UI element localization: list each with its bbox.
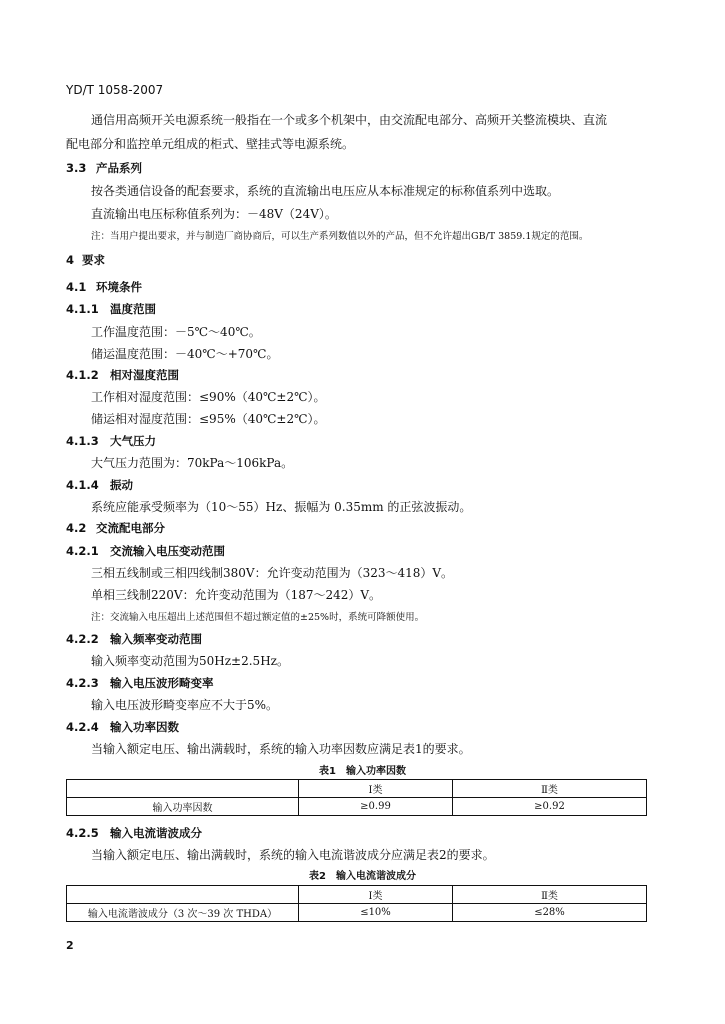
paragraph: 三相五线制或三相四线制380V：允许变动范围为（323～418）V。 — [91, 566, 454, 580]
table-header-row — [67, 886, 647, 904]
intro-line-1: 通信用高频开关电源系统一般指在一个或多个机架中，由交流配电部分、高频开关整流模块、直流 — [91, 113, 608, 127]
section-number: 4.2.5 — [66, 826, 99, 840]
table-cell: 输入功率因数 — [67, 798, 299, 816]
section-title: 输入电压波形畸变率 — [110, 676, 214, 690]
section-heading — [66, 675, 214, 691]
paragraph: 储运温度范围：－40℃～+70℃。 — [91, 347, 279, 361]
paragraph: 按各类通信设备的配套要求，系统的直流输出电压应从本标准规定的标称值系列中选取。 — [91, 184, 560, 198]
section-title: 交流输入电压变动范围 — [110, 544, 225, 558]
table-header-cell — [67, 886, 299, 904]
section-heading — [66, 433, 156, 449]
section-heading — [66, 543, 225, 559]
section-title: 输入频率变动范围 — [110, 632, 202, 646]
page-number: 2 — [66, 939, 74, 952]
section-heading — [66, 279, 142, 295]
section-heading — [66, 825, 202, 841]
table-cell: ≤10% — [299, 904, 453, 922]
table-header-row — [67, 780, 647, 798]
paragraph: 输入电压波形畸变率应不大于5%。 — [91, 698, 279, 712]
section-title: 振动 — [110, 478, 133, 492]
section-title: 大气压力 — [110, 434, 156, 448]
section-title: 温度范围 — [110, 302, 156, 316]
note: 注：当用户提出要求，并与制造厂商协商后，可以生产系列数值以外的产品，但不允许超出GB/T 3859.1规定的范围。 — [91, 231, 589, 242]
table-cell: ≥0.99 — [299, 798, 453, 816]
section-number: 4.1.4 — [66, 478, 99, 492]
section-heading — [66, 477, 133, 493]
table-header-cell — [67, 780, 299, 798]
section-heading — [66, 631, 202, 647]
section-number: 4.1.3 — [66, 434, 99, 448]
section-title: 交流配电部分 — [96, 521, 165, 535]
paragraph: 当输入额定电压、输出满载时，系统的输入电流谐波成分应满足表2的要求。 — [91, 848, 495, 862]
paragraph: 工作相对湿度范围：≤90%（40℃±2℃）。 — [91, 390, 326, 404]
section-title: 输入功率因数 — [110, 720, 179, 734]
table-row — [67, 798, 647, 816]
section-title: 要求 — [82, 253, 105, 267]
table-cell: 输入电流谐波成分（3 次～39 次 THDA） — [67, 904, 299, 922]
table-header-cell: Ⅱ类 — [453, 886, 647, 904]
table1-caption: 表1 输入功率因数 — [319, 766, 406, 777]
paragraph: 系统应能承受频率为（10～55）Hz、振幅为 0.35mm 的正弦波振动。 — [91, 500, 472, 514]
section-heading — [66, 160, 142, 176]
paragraph: 当输入额定电压、输出满载时，系统的输入功率因数应满足表1的要求。 — [91, 742, 471, 756]
section-number: 4 — [66, 253, 75, 267]
paragraph: 直流输出电压标称值系列为：－48V（24V）。 — [91, 207, 337, 221]
table1 — [66, 779, 647, 816]
table-header-cell: Ⅰ类 — [299, 780, 453, 798]
section-heading — [66, 719, 179, 735]
section-number: 4.2.4 — [66, 720, 99, 734]
section-heading — [66, 252, 105, 268]
section-number: 4.2.1 — [66, 544, 99, 558]
section-title: 相对湿度范围 — [110, 368, 179, 382]
table-header-cell: Ⅰ类 — [299, 886, 453, 904]
paragraph: 单相三线制220V：允许变动范围为（187～242）V。 — [91, 588, 382, 602]
note: 注：交流输入电压超出上述范围但不超过额定值的±25%时，系统可降额使用。 — [91, 612, 425, 623]
section-number: 4.2 — [66, 521, 87, 535]
paragraph: 输入频率变动范围为50Hz±2.5Hz。 — [91, 654, 289, 668]
section-number: 4.1.2 — [66, 368, 99, 382]
section-heading — [66, 301, 156, 317]
table-header-cell: Ⅱ类 — [453, 780, 647, 798]
paragraph: 工作温度范围：－5℃～40℃。 — [91, 325, 261, 339]
paragraph: 储运相对湿度范围：≤95%（40℃±2℃）。 — [91, 412, 326, 426]
section-heading — [66, 367, 179, 383]
table2-caption: 表2 输入电流谐波成分 — [309, 871, 416, 882]
section-number: 3.3 — [66, 161, 87, 175]
paragraph: 大气压力范围为：70kPa～106kPa。 — [91, 456, 294, 470]
table-cell: ≤28% — [453, 904, 647, 922]
table-row — [67, 904, 647, 922]
section-title: 环境条件 — [96, 280, 142, 294]
section-title: 输入电流谐波成分 — [110, 826, 202, 840]
section-number: 4.1 — [66, 280, 87, 294]
section-title: 产品系列 — [96, 161, 142, 175]
section-number: 4.2.3 — [66, 676, 99, 690]
table-cell: ≥0.92 — [453, 798, 647, 816]
doc-header: YD/T 1058-2007 — [66, 83, 164, 97]
table2 — [66, 885, 647, 922]
section-heading — [66, 520, 165, 536]
intro-line-2: 配电部分和监控单元组成的柜式、壁挂式等电源系统。 — [66, 137, 355, 151]
section-number: 4.2.2 — [66, 632, 99, 646]
section-number: 4.1.1 — [66, 302, 99, 316]
